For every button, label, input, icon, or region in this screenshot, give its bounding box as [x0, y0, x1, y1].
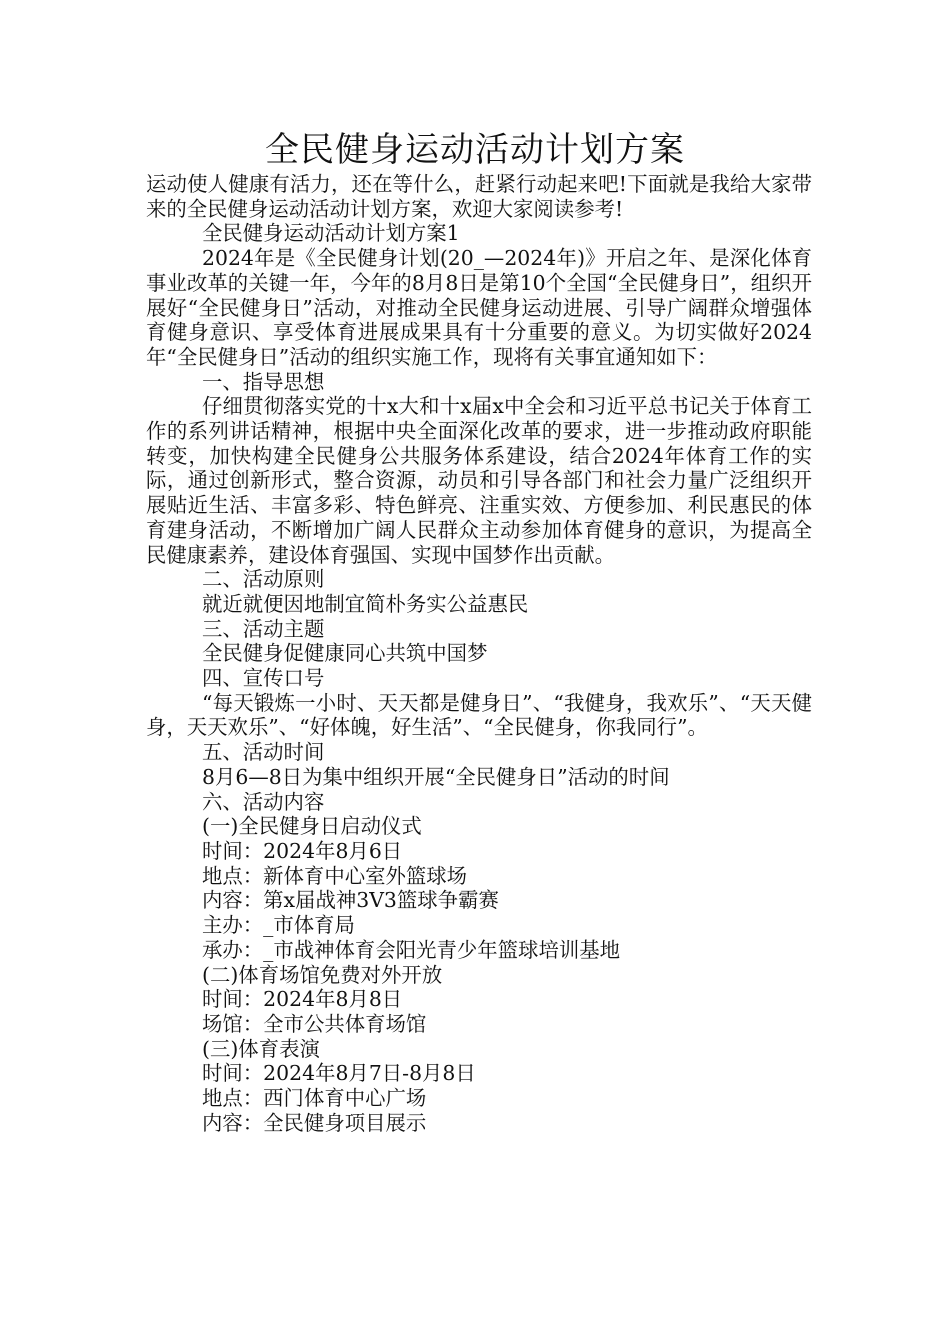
- event2-venue: 场馆：全市公共体育场馆: [202, 1011, 427, 1036]
- section-heading-content: 六、活动内容: [202, 789, 325, 814]
- activity-time-text: 8月6—8日为集中组织开展“全民健身日”活动的时间: [202, 764, 670, 789]
- plan-heading: 全民健身运动活动计划方案1: [202, 221, 460, 246]
- event3-heading: (三)体育表演: [202, 1036, 320, 1061]
- event1-host: 主办：_市体育局: [202, 913, 355, 938]
- event2-heading: (二)体育场馆免费对外开放: [202, 962, 443, 987]
- event1-content: 内容：第x届战神3V3篮球争霸赛: [202, 888, 499, 913]
- guiding-idea-paragraph: 仔细贯彻落实党的十x大和十x届x中全会和习近平总书记关于体育工作的系列讲话精神，根据中央全面深化改革的要求，进一步推动政府职能转变，加快构建全民健身公共服务体系建设，结合2024年体育工作的实际，通过创新形式，整合资源，动员和引导各部门和社会力量广泛组织开展贴近生活、丰富多彩、特色鲜亮、注重实效、方便参加、利民惠民的体育建身活动，不断增加广阔人民群众主动参加体育健身的意识，为提高全民健康素养，建设体育强国、实现中国梦作出贡献。: [146, 394, 812, 567]
- section-heading-theme: 三、活动主题: [202, 616, 325, 641]
- event1-heading: (一)全民健身日启动仪式: [202, 814, 422, 839]
- event3-place: 地点：西门体育中心广场: [202, 1086, 427, 1111]
- event1-place: 地点：新体育中心室外篮球场: [202, 863, 468, 888]
- section-heading-time: 五、活动时间: [202, 740, 325, 765]
- background-paragraph: 2024年是《全民健身计划(20_—2024年)》开启之年、是深化体育事业改革的关键一年，今年的8月8日是第10个全国“全民健身日”，组织开展好“全民健身日”活动，对推动全民健身运动进展、引导广阔群众增强体育健身意识、享受体育进展成果具有十分重要的意义。为切实做好2024年“全民健身日”活动的组织实施工作，现将有关事宜通知如下：: [146, 246, 812, 369]
- event1-time: 时间：2024年8月6日: [202, 838, 403, 863]
- document-body: [146, 172, 812, 1135]
- intro-paragraph: 运动使人健康有活力，还在等什么，赶紧行动起来吧!下面就是我给大家带来的全民健身运动活动计划方案，欢迎大家阅读参考!: [146, 172, 812, 221]
- event2-time: 时间：2024年8月8日: [202, 987, 403, 1012]
- event3-time: 时间：2024年8月7日-8月8日: [202, 1061, 476, 1086]
- theme-text: 全民健身促健康同心共筑中国梦: [202, 641, 488, 666]
- event3-content: 内容：全民健身项目展示: [202, 1110, 427, 1135]
- slogans-paragraph: “每天锻炼一小时、天天都是健身日”、“我健身，我欢乐”、“天天健身，天天欢乐”、“好体魄，好生活”、“全民健身，你我同行”。: [146, 690, 812, 740]
- principles-text: 就近就便因地制宜简朴务实公益惠民: [202, 591, 529, 616]
- section-heading-principles: 二、活动原则: [202, 567, 325, 592]
- section-heading-guiding-idea: 一、指导思想: [202, 369, 325, 394]
- section-heading-slogans: 四、宣传口号: [202, 666, 325, 691]
- document-title: 全民健身运动活动计划方案: [265, 130, 685, 170]
- event1-organizer: 承办：_市战神体育会阳光青少年篮球培训基地: [202, 937, 621, 962]
